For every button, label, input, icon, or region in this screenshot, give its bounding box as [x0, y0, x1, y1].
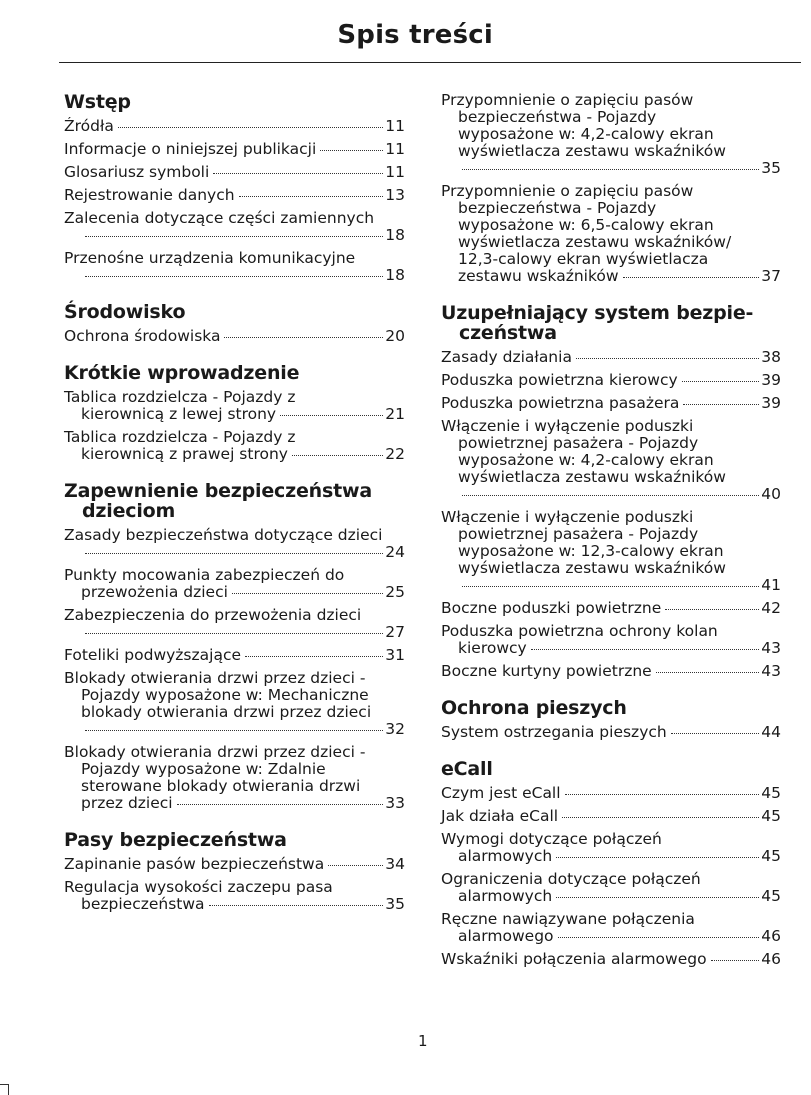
section-heading-line: Środowisko	[64, 301, 186, 323]
dot-leader	[224, 337, 383, 338]
dot-leader	[328, 865, 383, 866]
toc-entry[interactable]	[64, 607, 405, 641]
entry-text: wyposażone w: 6,5-calowy ekran	[458, 216, 714, 234]
toc-entry[interactable]	[64, 118, 405, 135]
toc-section	[64, 830, 405, 913]
toc-entry[interactable]	[64, 164, 405, 181]
entry-text: wyposażone w: 4,2-calowy ekran	[458, 125, 714, 143]
toc-section	[441, 759, 781, 968]
entry-text: Czym jest eCall	[441, 784, 561, 802]
entry-text: powietrznej pasażera - Pojazdy	[458, 525, 699, 543]
dot-leader	[232, 593, 383, 594]
dot-leader	[280, 415, 383, 416]
entry-page-number: 11	[385, 140, 405, 158]
section-heading-line: Pasy bezpieczeństwa	[64, 829, 287, 851]
toc-entry[interactable]	[441, 785, 781, 802]
toc-entry[interactable]	[64, 879, 405, 913]
entry-page-number: 39	[761, 371, 781, 389]
entry-page-number: 46	[761, 927, 781, 945]
toc-section	[441, 303, 781, 680]
entry-text: kierownicą z prawej strony	[81, 445, 288, 463]
entry-text: Źródła	[64, 117, 114, 135]
toc-entry[interactable]	[64, 389, 405, 423]
entry-text: Wskaźniki połączenia alarmowego	[441, 950, 707, 968]
toc-entry[interactable]	[441, 418, 781, 503]
entry-page-number: 45	[761, 784, 781, 802]
entry-text: Poduszka powietrzna ochrony kolan	[441, 622, 718, 640]
entry-page-number: 25	[385, 583, 405, 601]
toc-section	[64, 302, 405, 345]
entry-text: bezpieczeństwa - Pojazdy	[458, 199, 657, 217]
dot-leader	[118, 127, 383, 128]
entry-page-number: 38	[761, 348, 781, 366]
entry-page-number: 35	[385, 895, 405, 913]
entry-page-number: 21	[385, 405, 405, 423]
entry-text: bezpieczeństwa	[81, 895, 205, 913]
toc-entry[interactable]	[64, 527, 405, 561]
entry-text: Zasady bezpieczeństwa dotyczące dzieci	[64, 526, 383, 544]
entry-page-number: 18	[385, 266, 405, 284]
section-heading	[64, 481, 405, 521]
entry-page-number: 39	[761, 394, 781, 412]
entry-text: wyposażone w: 4,2-calowy ekran	[458, 451, 714, 469]
entry-page-number: 20	[385, 327, 405, 345]
entry-page-number: 27	[385, 623, 405, 641]
entry-text: Regulacja wysokości zaczepu pasa	[64, 878, 333, 896]
entry-text: Ograniczenia dotyczące połączeń	[441, 870, 701, 888]
page-title: Spis treści	[337, 20, 493, 50]
entry-page-number: 42	[761, 599, 781, 617]
toc-column-right	[441, 92, 781, 986]
entry-text: przewożenia dzieci	[81, 583, 228, 601]
section-heading-line: Wstęp	[64, 91, 131, 113]
entry-text: Zapinanie pasów bezpieczeństwa	[64, 855, 325, 873]
dot-leader	[239, 196, 384, 197]
entry-page-number: 37	[761, 267, 781, 285]
section-heading	[64, 363, 405, 383]
dot-leader	[665, 609, 759, 610]
section-heading-line: czeństwa	[459, 322, 557, 344]
entry-page-number: 31	[385, 646, 405, 664]
entry-text: Punkty mocowania zabezpieczeń do	[64, 566, 345, 584]
dot-leader	[682, 381, 760, 382]
page-number: 1	[418, 1032, 428, 1050]
entry-page-number: 18	[385, 226, 405, 244]
dot-leader	[576, 358, 759, 359]
entry-text: 12,3-calowy ekran wyświetlacza	[458, 250, 709, 268]
entry-page-number: 45	[761, 887, 781, 905]
dot-leader	[671, 733, 760, 734]
dot-leader	[656, 672, 760, 673]
entry-text: Przypomnienie o zapięciu pasów	[441, 182, 694, 200]
entry-text: Pojazdy wyposażone w: Zdalnie	[81, 760, 326, 778]
entry-text: Glosariusz symboli	[64, 163, 210, 181]
toc-entry[interactable]	[441, 724, 781, 741]
entry-page-number: 34	[385, 855, 405, 873]
entry-text: Poduszka powietrzna pasażera	[441, 394, 680, 412]
entry-text: alarmowego	[458, 927, 554, 945]
section-heading	[441, 759, 781, 779]
toc-entry[interactable]	[441, 951, 781, 968]
section-heading-line: Uzupełniający system bezpie-	[441, 302, 754, 324]
dot-leader	[462, 495, 759, 496]
entry-page-number: 13	[385, 186, 405, 204]
entry-text: Pojazdy wyposażone w: Mechaniczne	[81, 686, 369, 704]
toc-entry[interactable]	[441, 600, 781, 617]
section-heading-line: Ochrona pieszych	[441, 697, 627, 719]
dot-leader	[623, 277, 760, 278]
entry-page-number: 11	[385, 163, 405, 181]
entry-page-number: 45	[761, 847, 781, 865]
entry-text: Informacje o niniejszej publikacji	[64, 140, 317, 158]
toc-entry[interactable]	[441, 183, 781, 285]
section-heading	[64, 92, 405, 112]
entry-text: Poduszka powietrzna kierowcy	[441, 371, 678, 389]
entry-text: alarmowych	[458, 847, 553, 865]
section-heading-line: dzieciom	[82, 500, 176, 522]
entry-page-number: 11	[385, 117, 405, 135]
toc-column-left	[64, 92, 405, 931]
entry-page-number: 32	[385, 720, 405, 738]
toc-entry[interactable]	[441, 871, 781, 905]
dot-leader	[462, 169, 759, 170]
dot-leader	[320, 150, 383, 151]
dot-leader	[565, 794, 760, 795]
entry-text: bezpieczeństwa - Pojazdy	[458, 108, 657, 126]
toc-entry[interactable]	[441, 808, 781, 825]
toc-entry[interactable]	[64, 328, 405, 345]
entry-page-number: 45	[761, 807, 781, 825]
entry-page-number: 46	[761, 950, 781, 968]
toc-section	[64, 481, 405, 812]
entry-text: wyświetlacza zestawu wskaźników	[458, 468, 726, 486]
toc-entry[interactable]	[64, 429, 405, 463]
entry-text: Zabezpieczenia do przewożenia dzieci	[64, 606, 362, 624]
toc-entry[interactable]	[441, 663, 781, 680]
entry-text: Przypomnienie o zapięciu pasów	[441, 91, 694, 109]
dot-leader	[556, 897, 759, 898]
dot-leader	[85, 276, 383, 277]
toc-entry[interactable]	[441, 92, 781, 177]
dot-leader	[531, 649, 760, 650]
dot-leader	[85, 633, 383, 634]
entry-text: wyświetlacza zestawu wskaźników	[458, 559, 726, 577]
entry-text: Boczne poduszki powietrzne	[441, 599, 662, 617]
toc-entry[interactable]	[441, 911, 781, 945]
entry-text: Przenośne urządzenia komunikacyjne	[64, 249, 356, 267]
toc-entry[interactable]	[64, 250, 405, 284]
dot-leader	[292, 455, 383, 456]
dot-leader	[209, 905, 384, 906]
toc-entry[interactable]	[64, 210, 405, 244]
entry-text: Blokady otwierania drzwi przez dzieci -	[64, 743, 366, 761]
entry-text: sterowane blokady otwierania drzwi	[81, 777, 361, 795]
entry-text: alarmowych	[458, 887, 553, 905]
dot-leader	[177, 804, 384, 805]
section-heading	[441, 303, 781, 343]
dot-leader	[85, 553, 383, 554]
toc-section	[441, 92, 781, 285]
entry-text: Włączenie i wyłączenie poduszki	[441, 508, 694, 526]
entry-text: Tablica rozdzielcza - Pojazdy z	[64, 388, 296, 406]
dot-leader	[85, 730, 383, 731]
toc-section	[441, 698, 781, 741]
entry-text: Boczne kurtyny powietrzne	[441, 662, 652, 680]
entry-text: Wymogi dotyczące połączeń	[441, 830, 662, 848]
section-heading	[64, 302, 405, 322]
dot-leader	[85, 236, 383, 237]
section-heading-line: eCall	[441, 758, 493, 780]
dot-leader	[562, 817, 759, 818]
dot-leader	[558, 937, 760, 938]
entry-text: wyświetlacza zestawu wskaźników/	[458, 233, 732, 251]
entry-text: Ręczne nawiązywane połączenia	[441, 910, 695, 928]
toc-entry[interactable]	[64, 647, 405, 664]
toc-section	[64, 363, 405, 463]
toc-entry[interactable]	[64, 670, 405, 738]
toc-entry[interactable]	[441, 372, 781, 389]
entry-page-number: 24	[385, 543, 405, 561]
toc-entry[interactable]	[64, 744, 405, 812]
title-divider	[59, 62, 801, 63]
entry-text: kierownicą z lewej strony	[81, 405, 277, 423]
entry-text: Blokady otwierania drzwi przez dzieci -	[64, 669, 366, 687]
dot-leader	[245, 656, 383, 657]
entry-page-number: 40	[761, 485, 781, 503]
entry-text: Zalecenia dotyczące części zamiennych	[64, 209, 375, 227]
entry-text: przez dzieci	[81, 794, 173, 812]
entry-text: wyposażone w: 12,3-calowy ekran	[458, 542, 724, 560]
entry-page-number: 43	[761, 639, 781, 657]
entry-page-number: 41	[761, 576, 781, 594]
dot-leader	[556, 857, 759, 858]
entry-text: zestawu wskaźników	[458, 267, 619, 285]
entry-text: Ochrona środowiska	[64, 327, 221, 345]
crop-mark	[0, 1084, 9, 1095]
toc-entry[interactable]	[64, 856, 405, 873]
toc-entry[interactable]	[441, 395, 781, 412]
section-heading	[441, 698, 781, 718]
entry-text: blokady otwierania drzwi przez dzieci	[81, 703, 372, 721]
toc-entry[interactable]	[64, 141, 405, 158]
toc-entry[interactable]	[441, 623, 781, 657]
entry-page-number: 22	[385, 445, 405, 463]
dot-leader	[213, 173, 383, 174]
entry-text: Zasady działania	[441, 348, 572, 366]
toc-section	[64, 92, 405, 284]
section-heading-line: Krótkie wprowadzenie	[64, 362, 300, 384]
entry-text: System ostrzegania pieszych	[441, 723, 667, 741]
entry-page-number: 44	[761, 723, 781, 741]
toc-entry[interactable]	[64, 567, 405, 601]
entry-text: Jak działa eCall	[441, 807, 559, 825]
entry-text: Tablica rozdzielcza - Pojazdy z	[64, 428, 296, 446]
entry-text: kierowcy	[458, 639, 527, 657]
dot-leader	[683, 404, 759, 405]
entry-page-number: 33	[385, 794, 405, 812]
toc-entry[interactable]	[441, 349, 781, 366]
dot-leader	[462, 586, 759, 587]
dot-leader	[711, 960, 760, 961]
section-heading	[64, 830, 405, 850]
entry-text: wyświetlacza zestawu wskaźników	[458, 142, 726, 160]
entry-text: Włączenie i wyłączenie poduszki	[441, 417, 694, 435]
entry-text: Foteliki podwyższające	[64, 646, 242, 664]
section-heading-line: Zapewnienie bezpieczeństwa	[64, 480, 372, 502]
entry-text: powietrznej pasażera - Pojazdy	[458, 434, 699, 452]
toc-entry[interactable]	[441, 509, 781, 594]
entry-text: Rejestrowanie danych	[64, 186, 235, 204]
entry-page-number: 43	[761, 662, 781, 680]
entry-page-number: 35	[761, 159, 781, 177]
toc-entry[interactable]	[64, 187, 405, 204]
toc-entry[interactable]	[441, 831, 781, 865]
